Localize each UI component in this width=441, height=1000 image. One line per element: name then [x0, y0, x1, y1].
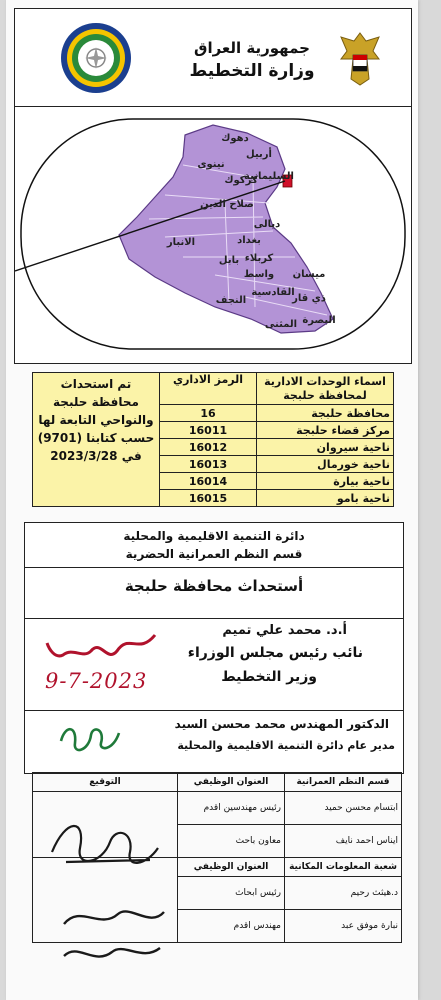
document-page	[6, 0, 418, 1000]
country-title: جمهورية العراق	[194, 39, 310, 57]
map-label: السليمانية	[244, 171, 294, 182]
department-line1: دائرة التنمية الاقليمية والمحلية	[123, 529, 305, 543]
table-row: ناحية خورمال 16013	[33, 456, 394, 473]
note-cell: تم استحداث محافظة حلبجة والنواحي التابعة لها حسب كتابنا (9701) في 2023/3/28	[33, 373, 160, 507]
handwritten-date: 9-7-2023	[45, 669, 148, 693]
map-label: بغداد	[237, 235, 261, 246]
col-header-codes: الرمز الاداري	[160, 373, 257, 405]
table-row: ناحية بامو 16015	[33, 490, 394, 507]
map-label: الانبار	[166, 237, 196, 248]
ministry-logo-icon	[59, 21, 133, 95]
approval-box	[24, 618, 404, 712]
map-box	[14, 106, 412, 364]
map-label: نينوى	[197, 159, 225, 170]
col-title2: العنوان الوظيفي	[178, 858, 285, 877]
table-row: مركز قضاء حلبجة 16011	[33, 422, 394, 439]
table-row: ابتسام محسن حميد رئيس مهندسين اقدم	[33, 792, 402, 825]
map-label: ديالى	[253, 219, 281, 230]
signature-scribble-2	[60, 900, 170, 940]
map-label: دهوك	[221, 133, 249, 144]
map-label: كركوك	[224, 175, 258, 186]
map-label: النجف	[215, 295, 247, 306]
col-section: قسم النظم العمرانية	[285, 773, 402, 792]
header-box	[14, 8, 412, 108]
table-row: نبارة موفق عبد مهندس اقدم	[33, 910, 402, 943]
director-box	[24, 710, 404, 774]
iraq-map	[15, 107, 411, 363]
map-label: بابل	[218, 255, 240, 266]
col-header-names: اسماء الوحدات الادارية لمحافظة حلبجة	[257, 373, 394, 405]
signature-scribble-1	[46, 808, 166, 878]
map-label: القادسية	[251, 287, 295, 298]
col-section2: شعبة المعلومات المكانية	[285, 858, 402, 877]
table-row: د.هيثث رحيم رئيس ابحاث	[33, 877, 402, 910]
ministry-title: وزارة التخطيط	[189, 61, 315, 81]
map-label: أربيل	[246, 149, 272, 160]
map-label: صلاح الدين	[200, 199, 254, 210]
director-name: الدكتور المهندس محمد محسن السيد	[174, 717, 389, 731]
director-title: مدير عام دائرة التنمية الاقليمية والمحلية	[177, 739, 395, 752]
subject-title: أستحداث محافظة حلبجة	[124, 577, 304, 595]
map-label: ميسان	[292, 269, 326, 280]
department-box	[24, 522, 404, 620]
map-label: كربلاء	[244, 253, 274, 264]
signature-scribble-3	[60, 936, 170, 972]
col-title: العنوان الوظيفي	[178, 773, 285, 792]
units-table	[32, 372, 394, 507]
department-line2: قسم النظم العمرانية الحضرية	[125, 547, 303, 561]
handwritten-approval-signature	[43, 629, 163, 663]
approver-title1: نائب رئيس مجلس الوزراء	[187, 645, 363, 661]
units-table-wrap	[32, 372, 394, 507]
approver-title2: وزير التخطيط	[221, 669, 317, 685]
table-row: ناحية سيروان 16012	[33, 439, 394, 456]
map-label: المثنى	[264, 319, 298, 330]
director-signature	[55, 721, 125, 761]
approver-name: أ.د. محمد علي تميم	[222, 623, 347, 638]
table-row: ايناس احمد نايف معاون باحث	[33, 825, 402, 858]
subject-divider	[25, 567, 403, 568]
table-row: ناحية بيارة 16014	[33, 473, 394, 490]
col-sign: التوقيع	[33, 773, 178, 792]
map-label: ذي قار	[292, 293, 326, 304]
table-row: محافظة حلبجة 16	[33, 405, 394, 422]
map-label: البصرة	[302, 315, 336, 326]
iraq-emblem-icon	[339, 29, 381, 89]
map-label: واسط	[243, 269, 275, 280]
